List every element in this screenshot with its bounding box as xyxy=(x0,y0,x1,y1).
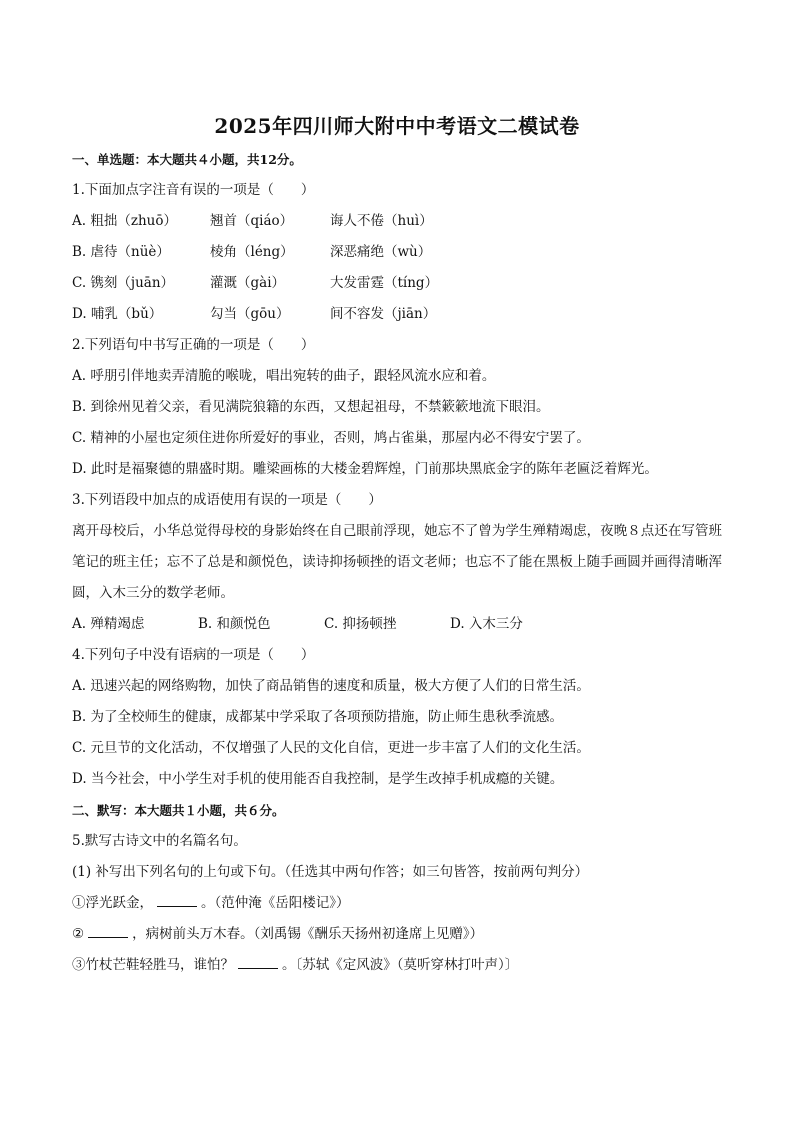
question-5-stem: 5.默写古诗文中的名篇名句。 xyxy=(72,833,247,849)
answer-blank[interactable] xyxy=(88,921,128,938)
question-2-stem: 2.下列语句中书写正确的一项是（ ） xyxy=(72,337,315,353)
answer-blank[interactable] xyxy=(238,952,278,969)
option-word: 间不容发（jiān） xyxy=(330,306,437,322)
question-5-instruction: (1) 补写出下列名句的上句或下句。（任选其中两句作答；如三句皆答，按前两句判分） xyxy=(72,864,589,880)
dictation-text: 。（范仲淹《岳阳楼记》） xyxy=(201,895,350,911)
dictation-text: ② xyxy=(72,926,85,942)
question-2-option-a: A. 呼朋引伴地卖弄清脆的喉咙，唱出宛转的曲子，跟轻风流水应和着。 xyxy=(72,368,496,384)
section-heading-dictation: 二、默写：本大题共１小题，共６分。 xyxy=(72,803,285,818)
question-4-stem: 4.下列句子中没有语病的一项是（ ） xyxy=(72,647,315,663)
question-1-option-c xyxy=(72,268,722,299)
question-1-stem: 1.下面加点字注音有误的一项是（ ） xyxy=(72,182,315,198)
question-4-option-d: D. 当今社会，中小学生对手机的使用能否自我控制，是学生改掉手机成瘾的关键。 xyxy=(72,771,564,787)
dictation-text: 。〔苏轼《定风波》（莫听穿林打叶声）〕 xyxy=(282,957,519,973)
option-word: 深恶痛绝（wù） xyxy=(330,244,432,260)
question-4-option-a: A. 迅速兴起的网络购物，加快了商品销售的速度和质量，极大方便了人们的日常生活。 xyxy=(72,678,590,694)
option-word: A. 粗拙（zhuō） xyxy=(72,213,177,229)
exam-page xyxy=(72,100,722,981)
question-4-option-b: B. 为了全校师生的健康，成都某中学采取了各项预防措施，防止师生患秋季流感。 xyxy=(72,709,564,725)
question-3-stem: 3.下列语段中加点的成语使用有误的一项是（ ） xyxy=(72,492,382,508)
option-word: 诲人不倦（huì） xyxy=(330,213,433,229)
question-2-option-d: D. 此时是福聚德的鼎盛时期。雕梁画栋的大楼金碧辉煌，门前那块黑底金字的陈年老匾泛着辉光。 xyxy=(72,461,658,477)
option-word: B. 虐待（nüè） xyxy=(72,244,170,260)
answer-blank[interactable] xyxy=(157,890,197,907)
dictation-text: ①浮光跃金， xyxy=(72,895,153,911)
question-1-option-b xyxy=(72,237,722,268)
option-word: 棱角（léng） xyxy=(210,244,294,260)
question-2-option-c: C. 精神的小屋也定须住进你所爱好的事业，否则，鸠占雀巢，那屋内必不得安宁罢了。 xyxy=(72,430,590,446)
question-4-option-c: C. 元旦节的文化活动，不仅增强了人民的文化自信，更进一步丰富了人们的文化生活。 xyxy=(72,740,590,756)
option-word: 翘首（qiáo） xyxy=(210,213,294,229)
dictation-item-2 xyxy=(72,919,722,950)
section-heading-multiple-choice: 一、单选题：本大题共４小题，共12分。 xyxy=(72,152,302,167)
option-word: 大发雷霆（tíng） xyxy=(330,275,439,291)
exam-title: 2025年四川师大附中中考语文二模试卷 xyxy=(214,114,580,138)
option-word: D. 哺乳（bǔ） xyxy=(72,306,163,322)
dictation-item-3 xyxy=(72,950,722,981)
dictation-item-1 xyxy=(72,888,722,919)
dictation-text: ③竹杖芒鞋轻胜马，谁怕？ xyxy=(72,957,234,973)
question-3-option-b: B. 和颜悦色 xyxy=(198,616,271,632)
question-3-passage: 离开母校后，小华总觉得母校的身影始终在自己眼前浮现，她忘不了曾为学生殚精竭虑，夜晚８点还在写管班笔记的班主任；忘不了总是和颜悦色，读诗抑扬顿挫的语文老师；也忘不了能在黑板上随手画圆并画得清晰浑圆，入木三分的数学老师。 xyxy=(72,523,722,601)
option-word: 勾当（gōu） xyxy=(210,306,290,322)
dictation-text: ，病树前头万木春。（刘禹锡《酬乐天扬州初逢席上见赠》） xyxy=(132,926,484,942)
question-3-option-d: D. 入木三分 xyxy=(450,616,523,632)
option-word: C. 镌刻（juān） xyxy=(72,275,175,291)
question-1-option-a xyxy=(72,206,722,237)
question-3-options xyxy=(72,609,722,640)
question-3-option-c: C. 抑扬顿挫 xyxy=(324,616,397,632)
question-1-option-d xyxy=(72,299,722,330)
option-word: 灌溉（gài） xyxy=(210,275,286,291)
question-2-option-b: B. 到徐州见着父亲，看见满院狼籍的东西，又想起祖母，不禁簌簌地流下眼泪。 xyxy=(72,399,550,415)
question-3-option-a: A. 殚精竭虑 xyxy=(72,616,145,632)
